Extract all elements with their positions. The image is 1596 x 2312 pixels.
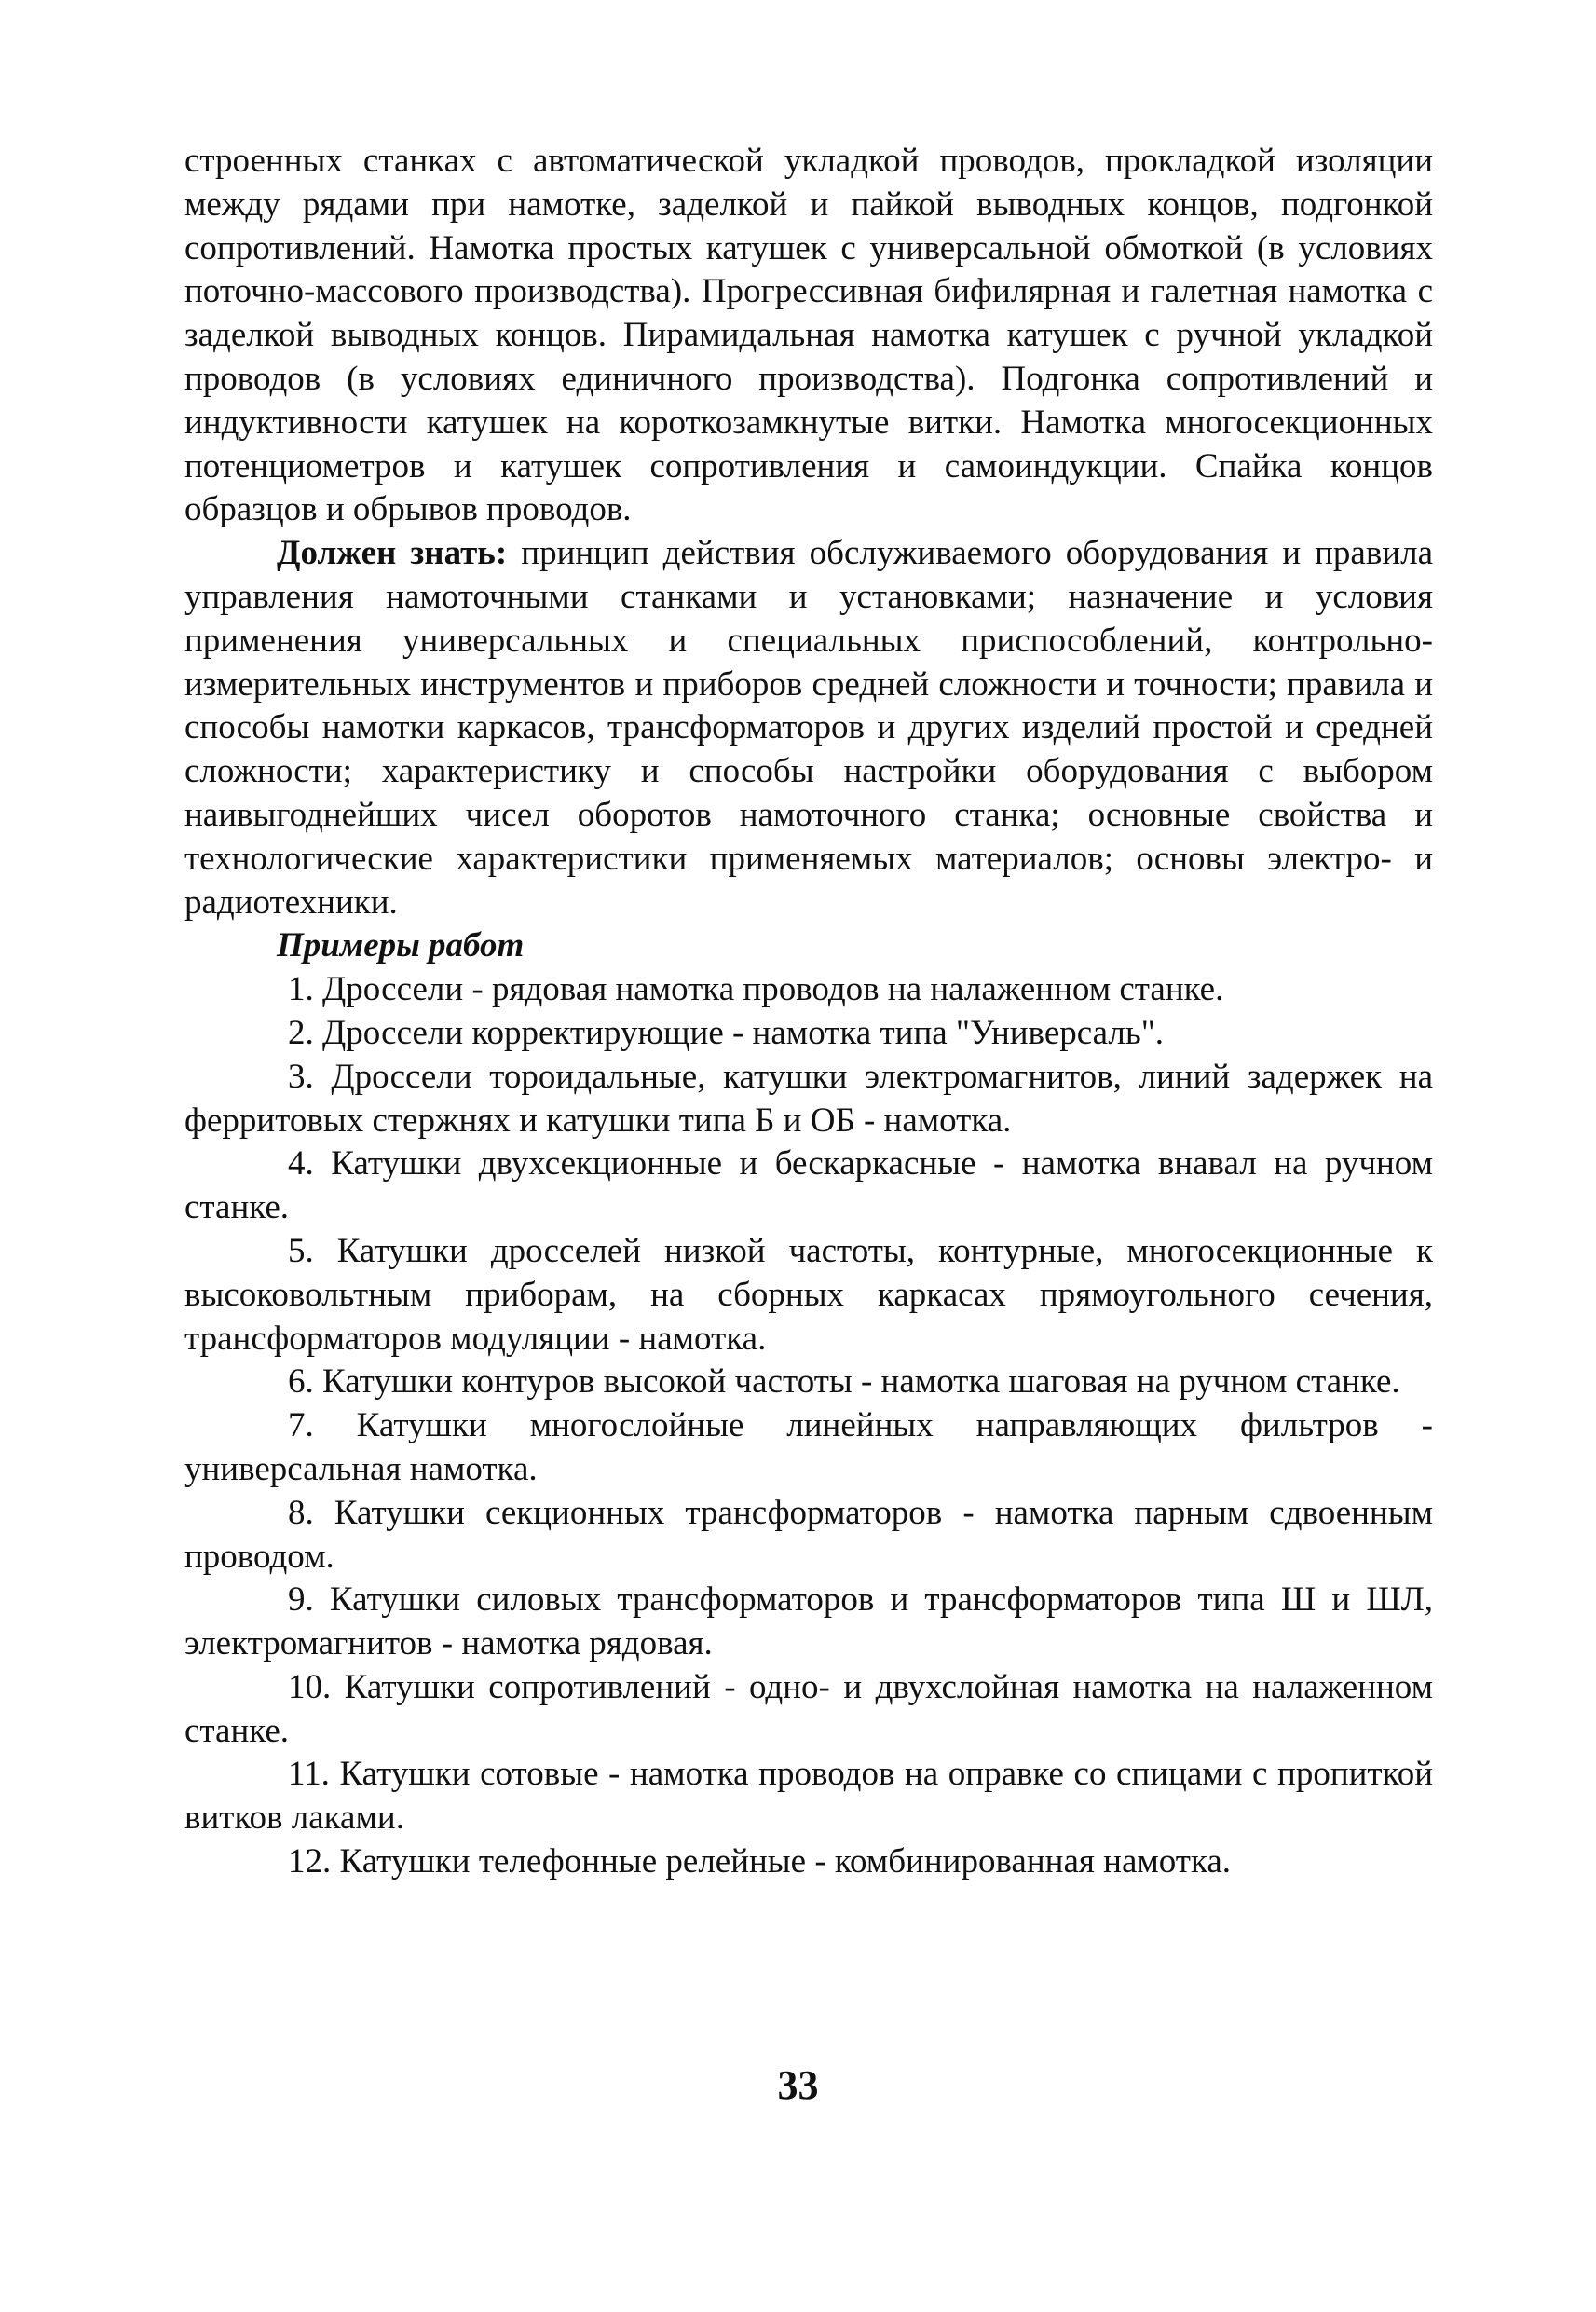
page-number: 33 bbox=[777, 2062, 819, 2108]
example-item: 7. Катушки многослойные линейных направляющих фильтров - универсальная намотка. bbox=[184, 1406, 1433, 1488]
must-know-paragraph bbox=[184, 532, 1433, 924]
example-item: 11. Катушки сотовые - намотка проводов на оправке со спицами с пропиткой витков лаками. bbox=[184, 1755, 1433, 1838]
example-item: 1. Дроссели - рядовая намотка проводов на налаженном станке. bbox=[288, 970, 1224, 1009]
intro-paragraph: строенных станках с автоматической укладкой проводов, прокладкой изоляции между рядами при намотке, заделкой и пайкой выводных концов, подгонкой сопротивлений. Намотка простых катушек с универсальной обмоткой (в условиях поточно-массового производства). Прогрессивная бифилярная и галетная намотка с заделкой выводных концов. Пирамидальная намотка катушек с ручной укладкой проводов (в условиях единичного производства). Подгонка сопротивлений и индуктивности катушек на короткозамкнутые витки. Намотка многосекционных потенциометров и катушек сопротивления и самоиндукции. Спайка концов образцов и обрывов проводов. bbox=[184, 142, 1433, 529]
example-item: 9. Катушки силовых трансформаторов и трансформаторов типа Ш и ШЛ, электромагнитов - намотка рядовая. bbox=[184, 1580, 1433, 1663]
page-body bbox=[184, 140, 1433, 1884]
example-item: 10. Катушки сопротивлений - одно- и двухслойная намотка на налаженном станке. bbox=[184, 1667, 1433, 1750]
example-item: 6. Катушки контуров высокой частоты - намотка шаговая на ручном станке. bbox=[288, 1362, 1400, 1402]
example-item: 4. Катушки двухсекционные и бескаркасные - намотка внавал на ручном станке. bbox=[184, 1144, 1433, 1227]
example-item: 8. Катушки секционных трансформаторов - намотка парным сдвоенным проводом. bbox=[184, 1493, 1433, 1576]
examples-heading: Примеры работ bbox=[277, 926, 525, 965]
example-item: 3. Дроссели тороидальные, катушки электромагнитов, линий задержек на ферритовых стержнях и катушки типа Б и ОБ - намотка. bbox=[184, 1057, 1433, 1140]
example-item: 2. Дроссели корректирующие - намотка типа "Универсаль". bbox=[288, 1013, 1165, 1052]
must-know-label: Должен знать: bbox=[277, 534, 508, 573]
must-know-text: принцип действия обслуживаемого оборудования и правила управления намоточными станками и установками; назначение и условия применения универсальных и специальных приспособлений, контрольно-измерительных инструментов и приборов средней сложности и точности; правила и способы намотки каркасов, трансформаторов и других изделий простой и средней сложности; характеристику и способы настройки оборудования с выбором наивыгоднейших чисел оборотов намоточного станка; основные свойства и технологические характеристики применяемых материалов; основы электро- и радиотехники. bbox=[184, 534, 1433, 922]
example-item: 5. Катушки дросселей низкой частоты, контурные, многосекционные к высоковольтным приборам, на сборных каркасах прямоугольного сечения, трансформаторов модуляции - намотка. bbox=[184, 1231, 1433, 1358]
example-item: 12. Катушки телефонные релейные - комбинированная намотка. bbox=[288, 1842, 1232, 1881]
